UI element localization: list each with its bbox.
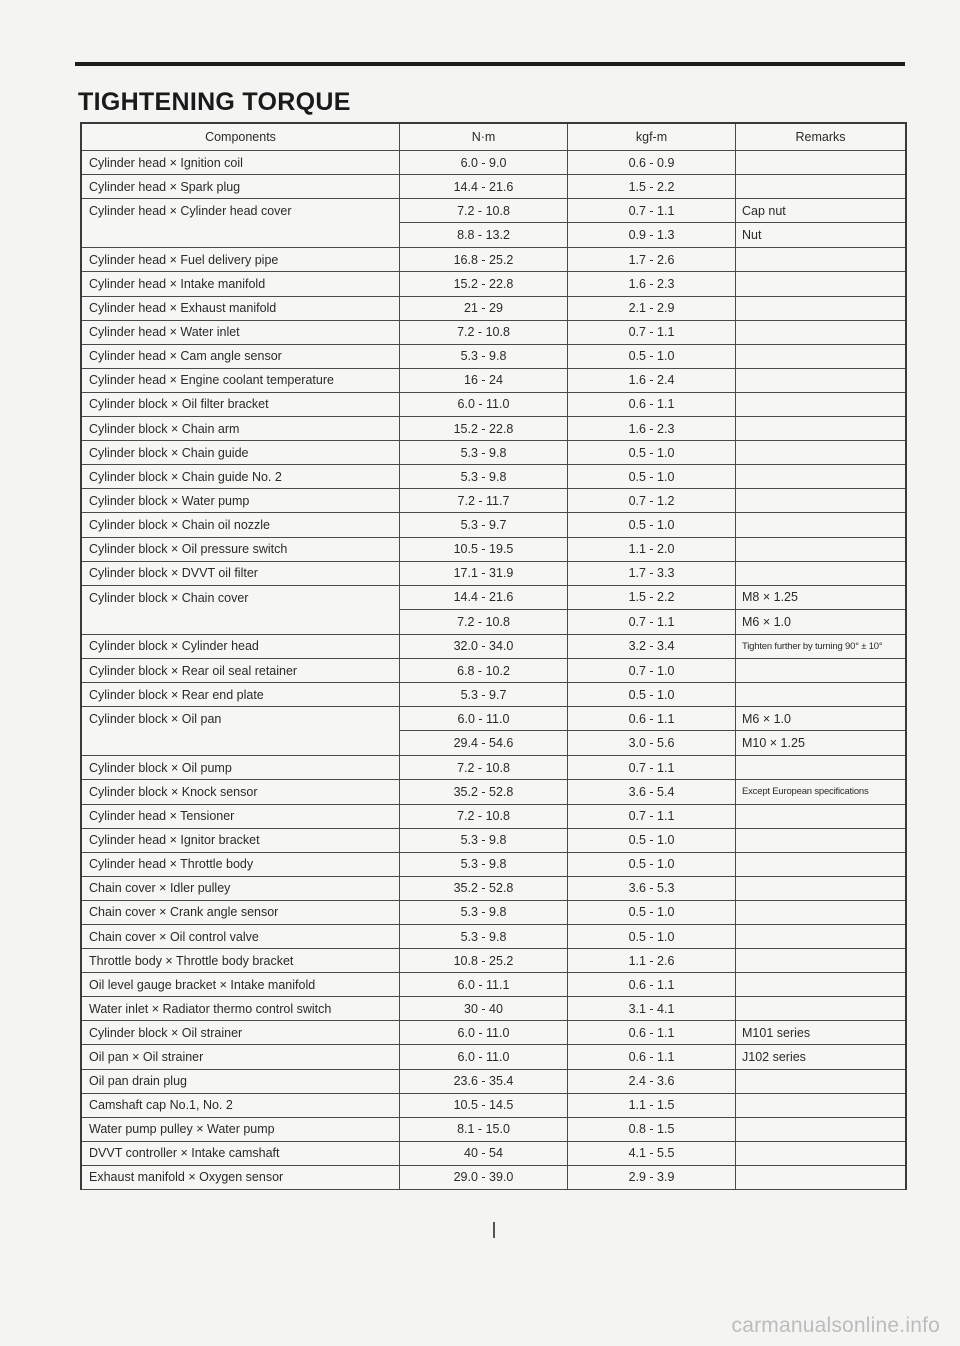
- nm-value: 6.0 - 11.0: [400, 1021, 568, 1044]
- table-row: [82, 1166, 905, 1190]
- remarks-value: [736, 853, 905, 876]
- table-row: [82, 1021, 905, 1045]
- kgfm-value: 2.4 - 3.6: [568, 1070, 736, 1093]
- remarks-value: [736, 417, 905, 440]
- nm-value: 7.2 - 11.7: [400, 489, 568, 512]
- remarks-value: [736, 321, 905, 344]
- kgfm-value: 0.5 - 1.0: [568, 465, 736, 488]
- nm-value: 40 - 54: [400, 1142, 568, 1165]
- remarks-value: [736, 973, 905, 996]
- nm-value: 5.3 - 9.8: [400, 829, 568, 852]
- table-row: [400, 707, 905, 731]
- table-row: [82, 756, 905, 780]
- component-name: Chain cover × Crank angle sensor: [82, 901, 400, 924]
- nm-value: 14.4 - 21.6: [400, 175, 568, 198]
- remarks-value: [736, 175, 905, 198]
- table-row: [82, 659, 905, 683]
- remarks-value: [736, 877, 905, 900]
- nm-value: 6.0 - 11.0: [400, 1045, 568, 1068]
- kgfm-value: 2.1 - 2.9: [568, 297, 736, 320]
- table-row: [82, 175, 905, 199]
- table-row: [82, 997, 905, 1021]
- header-nm: N·m: [400, 124, 568, 150]
- component-name: Cylinder head × Spark plug: [82, 175, 400, 198]
- table-row-group: [82, 707, 905, 756]
- remarks-value: [736, 997, 905, 1020]
- nm-value: 5.3 - 9.7: [400, 683, 568, 706]
- remarks-value: M6 × 1.0: [742, 614, 791, 629]
- remarks-value: [736, 901, 905, 924]
- component-name: Cylinder head × Throttle body: [82, 853, 400, 876]
- kgfm-value: 0.6 - 0.9: [568, 151, 736, 174]
- kgfm-value: 0.6 - 1.1: [568, 393, 736, 416]
- nm-value: 6.0 - 11.1: [400, 973, 568, 996]
- kgfm-value: 1.1 - 1.5: [568, 1094, 736, 1117]
- table-row: [82, 1118, 905, 1142]
- kgfm-value: 0.7 - 1.1: [568, 805, 736, 828]
- header-components: Components: [82, 124, 400, 150]
- component-name: Cylinder head × Ignition coil: [82, 151, 400, 174]
- remarks-value: [736, 659, 905, 682]
- table-row: [82, 635, 905, 659]
- component-name: Cylinder block × Rear oil seal retainer: [82, 659, 400, 682]
- component-name: Cylinder block × Chain guide No. 2: [82, 465, 400, 488]
- nm-value: 6.0 - 11.0: [400, 707, 568, 730]
- component-name: Water inlet × Radiator thermo control switch: [82, 997, 400, 1020]
- component-name: Oil level gauge bracket × Intake manifold: [82, 973, 400, 996]
- table-subrow: [400, 223, 905, 247]
- component-name: Cylinder head × Exhaust manifold: [82, 297, 400, 320]
- watermark: carmanualsonline.info: [731, 1314, 940, 1337]
- kgfm-value: 0.8 - 1.5: [568, 1118, 736, 1141]
- table-row: [82, 151, 905, 175]
- nm-value: 15.2 - 22.8: [400, 272, 568, 295]
- component-name: Oil pan × Oil strainer: [82, 1045, 400, 1068]
- nm-value: 29.0 - 39.0: [400, 1166, 568, 1189]
- table-row: [82, 489, 905, 513]
- nm-value: 5.3 - 9.8: [400, 901, 568, 924]
- nm-value: 23.6 - 35.4: [400, 1070, 568, 1093]
- remarks-value: [736, 683, 905, 706]
- kgfm-value: 1.6 - 2.3: [568, 272, 736, 295]
- kgfm-value: 0.6 - 1.1: [568, 707, 736, 730]
- table-row: [82, 513, 905, 537]
- table-row: [82, 465, 905, 489]
- remarks-value: M10 × 1.25: [742, 736, 805, 751]
- component-name: Oil pan drain plug: [82, 1070, 400, 1093]
- remarks-value: [736, 297, 905, 320]
- kgfm-value: 3.6 - 5.4: [568, 780, 736, 803]
- nm-value: 5.3 - 9.8: [400, 925, 568, 948]
- component-name: Cylinder head × Cylinder head cover: [82, 199, 400, 247]
- remarks-value: [736, 513, 905, 536]
- kgfm-value: 1.1 - 2.6: [568, 949, 736, 972]
- remarks-value: [736, 248, 905, 271]
- table-row: [82, 925, 905, 949]
- nm-value: 21 - 29: [400, 297, 568, 320]
- remarks-value: [736, 756, 905, 779]
- nm-value: 15.2 - 22.8: [400, 417, 568, 440]
- table-row: [82, 562, 905, 586]
- component-name: Throttle body × Throttle body bracket: [82, 949, 400, 972]
- nm-value: 29.4 - 54.6: [400, 731, 568, 755]
- kgfm-value: 3.1 - 4.1: [568, 997, 736, 1020]
- remarks-value: M6 × 1.0: [742, 711, 791, 726]
- torque-table: [80, 122, 907, 1190]
- nm-value: 8.1 - 15.0: [400, 1118, 568, 1141]
- kgfm-value: 1.5 - 2.2: [568, 586, 736, 609]
- nm-value: 5.3 - 9.8: [400, 465, 568, 488]
- nm-value: 5.3 - 9.8: [400, 345, 568, 368]
- component-name: Cylinder head × Ignitor bracket: [82, 829, 400, 852]
- component-name: Cylinder block × Water pump: [82, 489, 400, 512]
- table-row: [82, 805, 905, 829]
- nm-value: 10.8 - 25.2: [400, 949, 568, 972]
- remarks-value: [736, 151, 905, 174]
- remarks-value: [736, 272, 905, 295]
- table-row: [82, 853, 905, 877]
- table-row: [82, 1142, 905, 1166]
- kgfm-value: 1.6 - 2.4: [568, 369, 736, 392]
- kgfm-value: 0.7 - 1.1: [568, 321, 736, 344]
- table-row: [82, 297, 905, 321]
- nm-value: 6.0 - 9.0: [400, 151, 568, 174]
- remarks-value: [736, 345, 905, 368]
- remarks-value: [736, 949, 905, 972]
- remarks-value: [736, 1094, 905, 1117]
- header-kgfm: kgf-m: [568, 124, 736, 150]
- table-header: [82, 124, 905, 151]
- nm-value: 30 - 40: [400, 997, 568, 1020]
- table-row: [82, 683, 905, 707]
- kgfm-value: 3.2 - 3.4: [568, 635, 736, 658]
- kgfm-value: 2.9 - 3.9: [568, 1166, 736, 1189]
- component-name: Camshaft cap No.1, No. 2: [82, 1094, 400, 1117]
- nm-value: 5.3 - 9.8: [400, 853, 568, 876]
- table-row: [82, 1045, 905, 1069]
- remarks-value: [736, 1142, 905, 1165]
- table-row: [82, 901, 905, 925]
- kgfm-value: 0.5 - 1.0: [568, 441, 736, 464]
- remarks-value: [736, 925, 905, 948]
- nm-value: 5.3 - 9.7: [400, 513, 568, 536]
- remarks-value: M8 × 1.25: [742, 590, 798, 605]
- table-row: [82, 973, 905, 997]
- remarks-value: [736, 441, 905, 464]
- remarks-value: [736, 393, 905, 416]
- nm-value: 8.8 - 13.2: [400, 223, 568, 247]
- component-name: Cylinder block × Rear end plate: [82, 683, 400, 706]
- kgfm-value: 0.5 - 1.0: [568, 683, 736, 706]
- nm-value: 7.2 - 10.8: [400, 756, 568, 779]
- page-title: TIGHTENING TORQUE: [78, 88, 351, 116]
- component-name: DVVT controller × Intake camshaft: [82, 1142, 400, 1165]
- table-row: [82, 321, 905, 345]
- remarks-value: [736, 1070, 905, 1093]
- kgfm-value: 0.5 - 1.0: [568, 345, 736, 368]
- kgfm-value: 3.6 - 5.3: [568, 877, 736, 900]
- table-row: [400, 586, 905, 610]
- kgfm-value: 1.7 - 3.3: [568, 562, 736, 585]
- nm-value: 16.8 - 25.2: [400, 248, 568, 271]
- table-row: [82, 780, 905, 804]
- nm-value: 10.5 - 14.5: [400, 1094, 568, 1117]
- remarks-value: [736, 369, 905, 392]
- nm-value: 7.2 - 10.8: [400, 199, 568, 222]
- table-row: [82, 1070, 905, 1094]
- kgfm-value: 0.7 - 1.1: [568, 199, 736, 222]
- component-name: Cylinder block × Knock sensor: [82, 780, 400, 803]
- nm-value: 6.0 - 11.0: [400, 393, 568, 416]
- component-name: Cylinder block × Chain oil nozzle: [82, 513, 400, 536]
- nm-value: 35.2 - 52.8: [400, 877, 568, 900]
- nm-value: 17.1 - 31.9: [400, 562, 568, 585]
- component-name: Cylinder block × DVVT oil filter: [82, 562, 400, 585]
- remarks-value: [736, 562, 905, 585]
- remarks-value: M101 series: [742, 1025, 811, 1040]
- kgfm-value: 0.9 - 1.3: [568, 223, 736, 247]
- component-name: Cylinder head × Water inlet: [82, 321, 400, 344]
- kgfm-value: 4.1 - 5.5: [568, 1142, 736, 1165]
- table-row-group: [82, 586, 905, 635]
- remarks-value: [736, 1166, 905, 1189]
- nm-value: 10.5 - 19.5: [400, 538, 568, 561]
- kgfm-value: 0.5 - 1.0: [568, 829, 736, 852]
- component-name: Cylinder block × Oil pressure switch: [82, 538, 400, 561]
- remarks-value: [736, 538, 905, 561]
- remarks-value: [736, 1118, 905, 1141]
- kgfm-value: 0.5 - 1.0: [568, 901, 736, 924]
- nm-value: 7.2 - 10.8: [400, 805, 568, 828]
- component-name: Exhaust manifold × Oxygen sensor: [82, 1166, 400, 1189]
- nm-value: 35.2 - 52.8: [400, 780, 568, 803]
- header-remarks: Remarks: [795, 130, 846, 144]
- kgfm-value: 0.7 - 1.1: [568, 610, 736, 634]
- kgfm-value: 0.7 - 1.1: [568, 756, 736, 779]
- nm-value: 7.2 - 10.8: [400, 610, 568, 634]
- table-row: [82, 949, 905, 973]
- table-row-group: [82, 199, 905, 248]
- remarks-value: J102 series: [742, 1050, 806, 1065]
- component-name: Cylinder block × Chain guide: [82, 441, 400, 464]
- kgfm-value: 1.7 - 2.6: [568, 248, 736, 271]
- component-name: Cylinder block × Chain cover: [82, 586, 400, 634]
- page-mark: [493, 1222, 495, 1238]
- table-subrow: [400, 610, 905, 634]
- kgfm-value: 0.6 - 1.1: [568, 1021, 736, 1044]
- kgfm-value: 0.5 - 1.0: [568, 513, 736, 536]
- nm-value: 16 - 24: [400, 369, 568, 392]
- table-row: [82, 248, 905, 272]
- table-row: [82, 417, 905, 441]
- table-row: [82, 441, 905, 465]
- component-name: Cylinder block × Oil filter bracket: [82, 393, 400, 416]
- table-row: [82, 538, 905, 562]
- component-name: Water pump pulley × Water pump: [82, 1118, 400, 1141]
- kgfm-value: 1.6 - 2.3: [568, 417, 736, 440]
- remarks-value: [736, 829, 905, 852]
- table-row: [82, 393, 905, 417]
- component-name: Cylinder head × Intake manifold: [82, 272, 400, 295]
- remarks-value: [736, 805, 905, 828]
- component-name: Cylinder block × Cylinder head: [82, 635, 400, 658]
- kgfm-value: 0.5 - 1.0: [568, 925, 736, 948]
- kgfm-value: 0.7 - 1.2: [568, 489, 736, 512]
- nm-value: 5.3 - 9.8: [400, 441, 568, 464]
- component-name: Cylinder block × Chain arm: [82, 417, 400, 440]
- component-name: Cylinder block × Oil pan: [82, 707, 400, 755]
- remarks-value: Cap nut: [742, 203, 786, 218]
- nm-value: 14.4 - 21.6: [400, 586, 568, 609]
- component-name: Cylinder block × Oil strainer: [82, 1021, 400, 1044]
- remarks-value: Tighten further by turning 90° ± 10°: [742, 640, 883, 652]
- nm-value: 7.2 - 10.8: [400, 321, 568, 344]
- table-row: [82, 829, 905, 853]
- table-row: [82, 877, 905, 901]
- table-row: [82, 369, 905, 393]
- nm-value: 6.8 - 10.2: [400, 659, 568, 682]
- kgfm-value: 1.1 - 2.0: [568, 538, 736, 561]
- kgfm-value: 0.6 - 1.1: [568, 973, 736, 996]
- remarks-value: Except European specifications: [742, 786, 869, 798]
- component-name: Cylinder head × Fuel delivery pipe: [82, 248, 400, 271]
- component-name: Chain cover × Idler pulley: [82, 877, 400, 900]
- kgfm-value: 0.5 - 1.0: [568, 853, 736, 876]
- kgfm-value: 0.6 - 1.1: [568, 1045, 736, 1068]
- table-row: [400, 199, 905, 223]
- table-row: [82, 345, 905, 369]
- nm-value: 32.0 - 34.0: [400, 635, 568, 658]
- component-name: Cylinder head × Cam angle sensor: [82, 345, 400, 368]
- remarks-value: Nut: [742, 228, 762, 243]
- component-name: Cylinder head × Engine coolant temperature: [82, 369, 400, 392]
- table-row: [82, 1094, 905, 1118]
- remarks-value: [736, 465, 905, 488]
- kgfm-value: 0.7 - 1.0: [568, 659, 736, 682]
- component-name: Chain cover × Oil control valve: [82, 925, 400, 948]
- kgfm-value: 1.5 - 2.2: [568, 175, 736, 198]
- remarks-value: [736, 489, 905, 512]
- component-name: Cylinder block × Oil pump: [82, 756, 400, 779]
- component-name: Cylinder head × Tensioner: [82, 805, 400, 828]
- kgfm-value: 3.0 - 5.6: [568, 731, 736, 755]
- table-subrow: [400, 731, 905, 755]
- top-rule: [75, 62, 905, 66]
- table-row: [82, 272, 905, 296]
